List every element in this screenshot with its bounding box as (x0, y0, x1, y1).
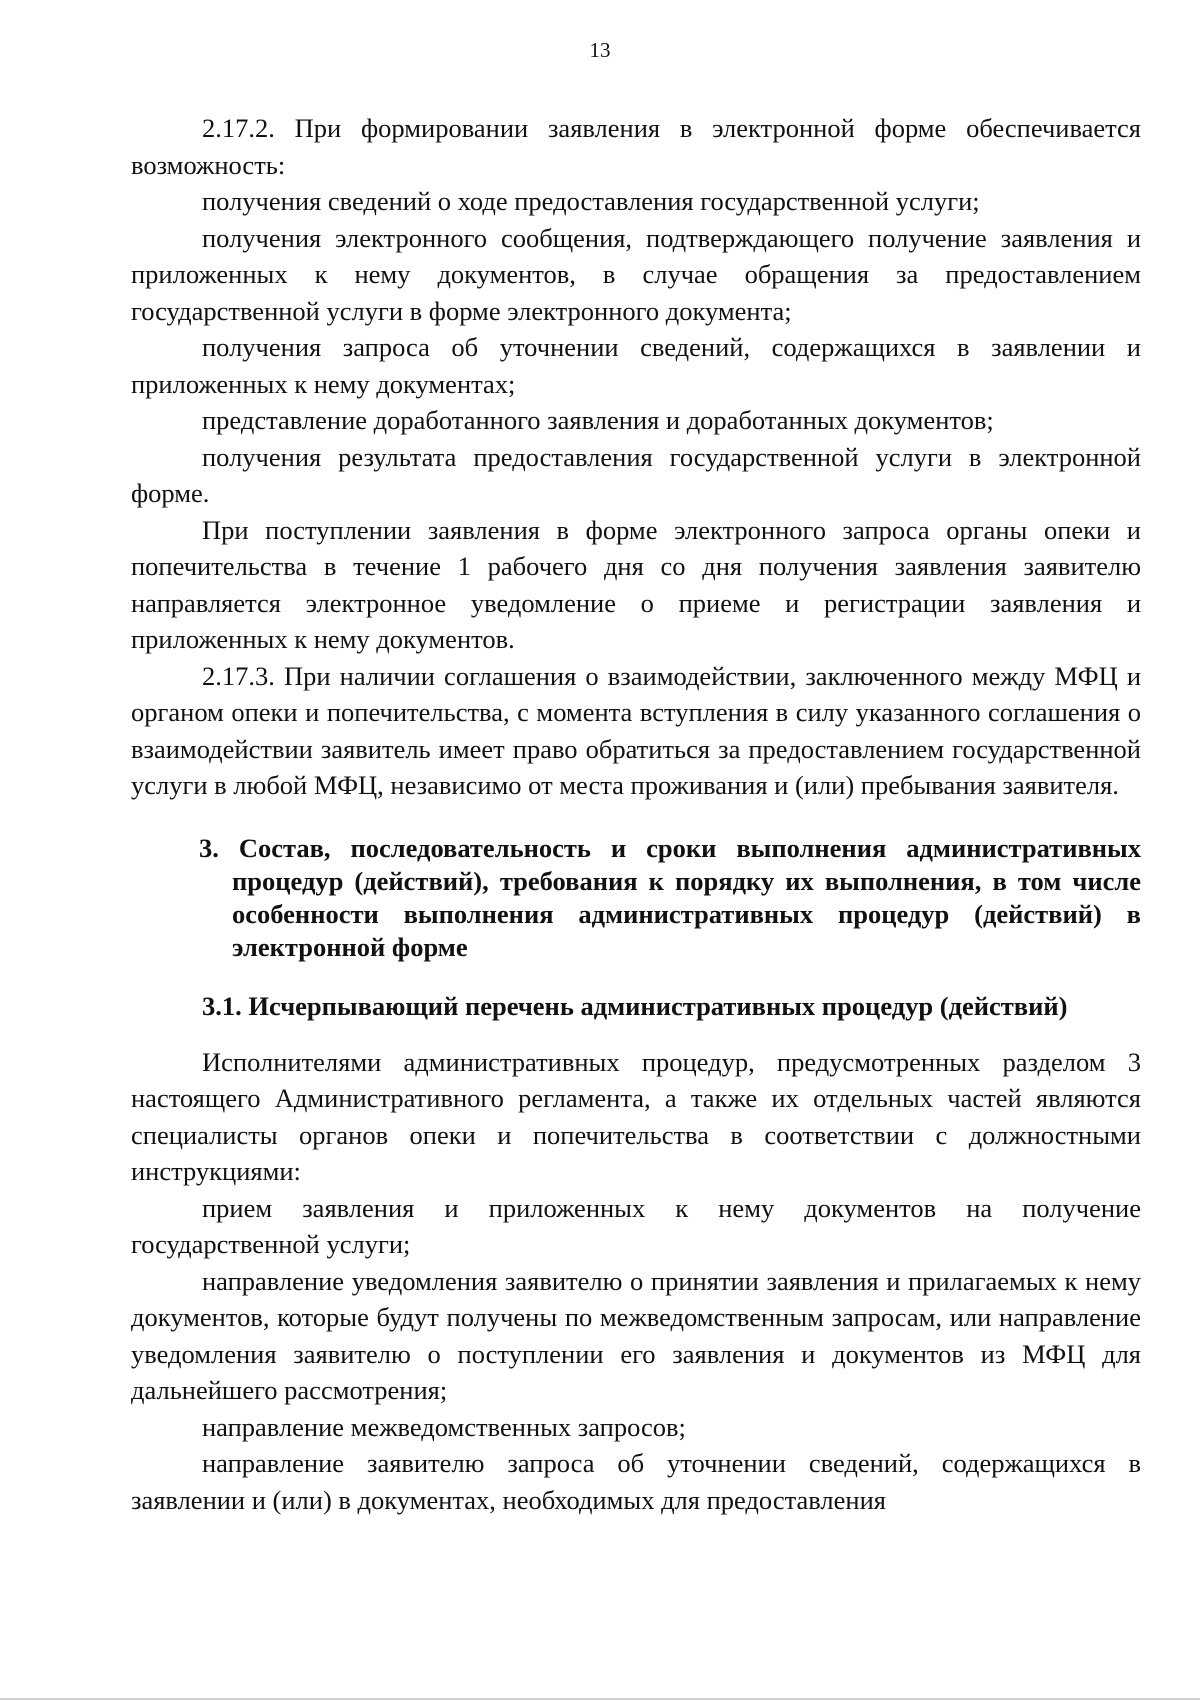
page-content (131, 110, 1141, 1518)
paragraph: получения результата предоставления государственной услуги в электронной форме. (131, 441, 1141, 508)
page-number: 13 (589, 38, 611, 62)
paragraph: получения запроса об уточнении сведений, содержащихся в заявлении и приложенных к нему документах; (131, 332, 1141, 399)
subsection-heading: 3.1. Исчерпывающий перечень административных процедур (действий) (202, 990, 1068, 1021)
paragraph: При поступлении заявления в форме электронного запроса органы опеки и попечительства в течение 1 рабочего дня со дня получения заявления заявителю направляется электронное уведомление о приеме и регистрации заявления и приложенных к нему документов. (131, 514, 1141, 654)
section-heading: 3. Состав, последовательность и сроки выполнения административных процедур (действий), требования к порядку их выполнения, в том числе особенности выполнения административных процедур (действий) в электронной форме (199, 832, 1141, 962)
paragraph: направление межведомственных запросов; (202, 1411, 686, 1442)
paragraph: получения сведений о ходе предоставления государственной услуги; (202, 186, 980, 216)
paragraph: направление уведомления заявителю о принятии заявления и прилагаемых к нему документов, которые будут получены по межведомственным запросам, или направление уведомления заявителю о поступлении его заявления и документов из МФЦ для дальнейшего рассмотрения; (131, 1265, 1141, 1405)
paragraph: Исполнителями административных процедур, предусмотренных разделом 3 настоящего Административного регламента, а также их отдельных частей являются специалисты органов опеки и попечительства в соответствии с должностными инструкциями: (131, 1046, 1141, 1186)
paragraph: прием заявления и приложенных к нему документов на получение государственной услуги; (131, 1192, 1141, 1259)
paragraph: получения электронного сообщения, подтверждающего получение заявления и приложенных к нему документов, в случае обращения за предоставлением государственной услуги в форме электронного документа; (131, 222, 1141, 326)
paragraph: представление доработанного заявления и доработанных документов; (202, 405, 994, 435)
paragraph: 2.17.3. При наличии соглашения о взаимодействии, заключенного между МФЦ и органом опеки и попечительства, с момента вступления в силу указанного соглашения о взаимодействии заявитель имеет право обратиться за предоставлением государственной услуги в любой МФЦ, независимо от места проживания и (или) пребывания заявителя. (131, 660, 1141, 800)
paragraph: 2.17.2. При формировании заявления в электронной форме обеспечивается возможность: (131, 113, 1141, 180)
paragraph: направление заявителю запроса об уточнении сведений, содержащихся в заявлении и (или) в документах, необходимых для предоставления (131, 1448, 1141, 1515)
